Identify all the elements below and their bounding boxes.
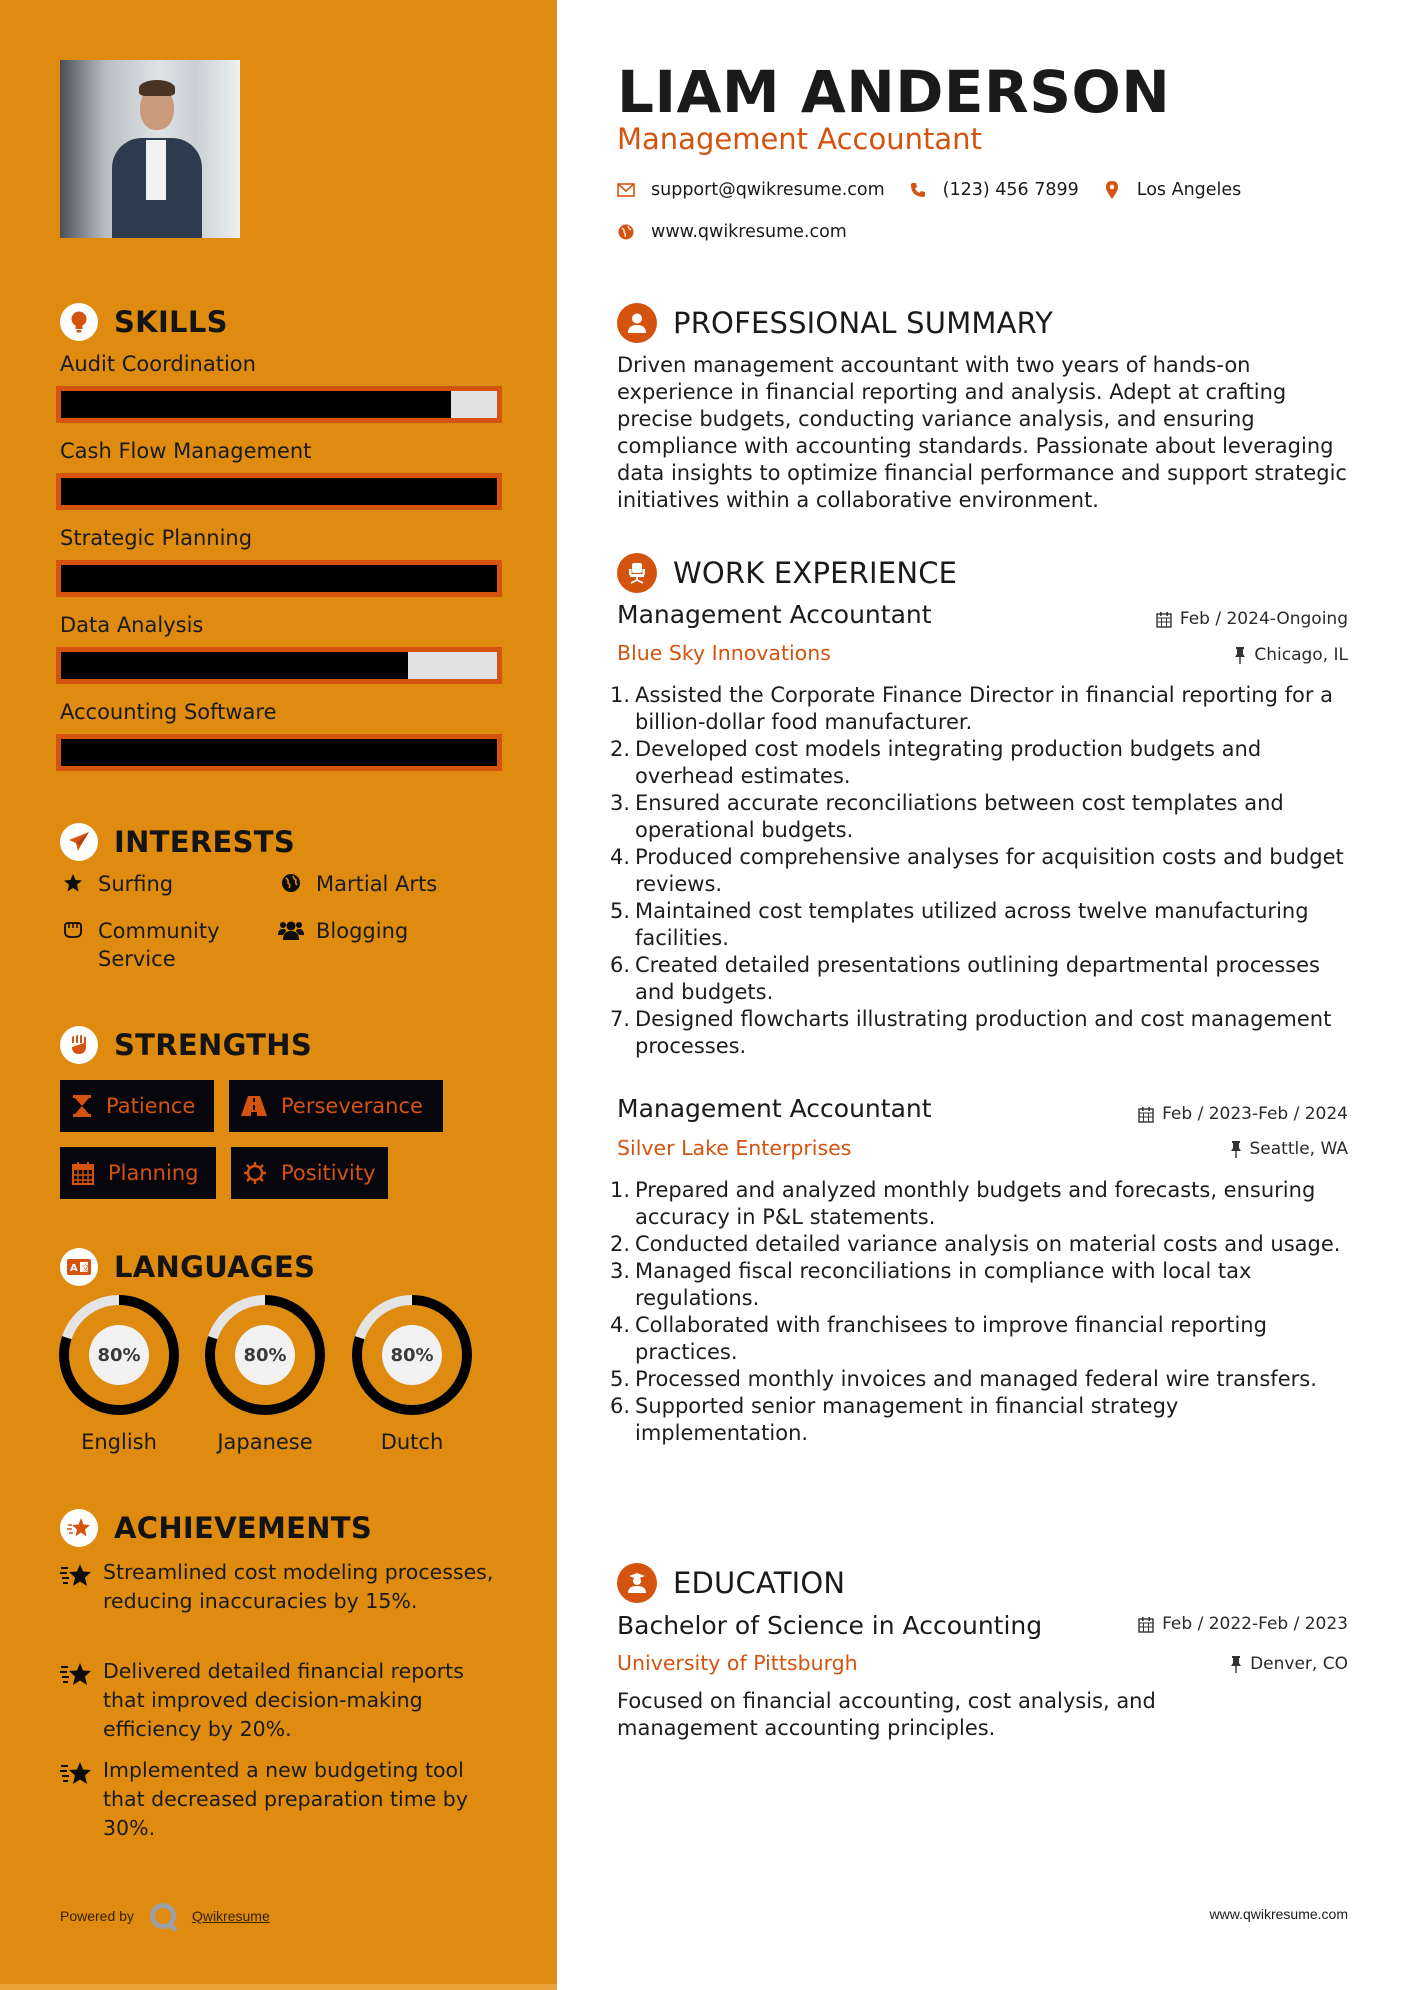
bullet-item: 6. Created detailed presentations outlining departmental processes and budgets. [610, 953, 1320, 1004]
achievement-item: Delivered detailed financial reports that improved decision-making efficiency by 20%. [60, 1657, 500, 1744]
skill-bar-fill [61, 739, 497, 766]
star-badge-icon [60, 1509, 98, 1547]
skill-bar [56, 473, 502, 510]
strength-badge: Planning [60, 1147, 216, 1199]
fist-icon [60, 917, 86, 940]
bullet-item: 6. Supported senior management in financial strategy implementation. [610, 1394, 1179, 1445]
pushpin-icon [1230, 1656, 1242, 1673]
candidate-name: LIAM ANDERSON [617, 58, 1171, 126]
globe-icon [278, 870, 304, 893]
office-chair-icon [617, 553, 657, 593]
calendar-icon [1156, 611, 1172, 628]
star-badge-icon [60, 1558, 92, 1593]
summary-text: Driven management accountant with two years of hands-on experience in financial reporting and analysis. Adept at crafting precise budgets, conducting variance analysis, and ensuring compliance with accounting standards. Passionate about leveraging data insights to optimize financial performance and support strategic initiatives within a collaborative environment. [617, 353, 1347, 512]
skill-bar-fill [61, 652, 408, 679]
language-name: Dutch [380, 1430, 444, 1454]
company-name: Silver Lake Enterprises [617, 1136, 852, 1160]
languages-heading: A 文 LANGUAGES [60, 1247, 315, 1287]
language-name: Japanese [217, 1430, 313, 1454]
qwikresume-logo-icon [150, 1903, 176, 1929]
paper-plane-icon [60, 823, 98, 861]
experience-heading: WORK EXPERIENCE [617, 552, 957, 594]
star-badge-icon [60, 1756, 92, 1791]
job-title: Management Accountant [617, 1094, 932, 1123]
skill-bar [56, 647, 502, 684]
pushpin-icon [1230, 1141, 1242, 1158]
skill-bar-fill [61, 478, 497, 505]
footer-url[interactable]: www.qwikresume.com [1209, 1906, 1348, 1922]
bullet-item: 1. Assisted the Corporate Finance Director in financial reporting for a billion-dollar food manufacturer. [610, 683, 1334, 734]
skill-bar-fill [61, 391, 451, 418]
achievements-heading: ACHIEVEMENTS [60, 1508, 372, 1548]
summary-heading: PROFESSIONAL SUMMARY [617, 302, 1053, 344]
users-icon [278, 917, 304, 942]
envelope-icon [617, 183, 635, 197]
achievement-item: Implemented a new budgeting tool that decreased preparation time by 30%. [60, 1756, 500, 1843]
map-pin-icon [1103, 181, 1121, 199]
contact-row [617, 222, 871, 242]
calendar-icon [1138, 1616, 1154, 1633]
achievement-item: Streamlined cost modeling processes, reducing inaccuracies by 15%. [60, 1558, 500, 1616]
degree-title: Bachelor of Science in Accounting [617, 1611, 1043, 1640]
education-location: Denver, CO [1230, 1654, 1348, 1674]
language-name: English [81, 1430, 157, 1454]
bullet-item: 2. Conducted detailed variance analysis on material costs and usage. [610, 1232, 1341, 1256]
user-icon [617, 303, 657, 343]
skill-label: Strategic Planning [60, 526, 253, 550]
language-english [57, 1293, 181, 1417]
bullet-item: 5. Maintained cost templates utilized across twelve manufacturing facilities. [610, 899, 1309, 950]
interest-label: Community Service [98, 919, 220, 971]
bullet-item: 1. Prepared and analyzed monthly budgets and forecasts, ensuring accuracy in P&L statements. [610, 1178, 1316, 1229]
language-japanese [203, 1293, 327, 1417]
language-icon [60, 1248, 98, 1286]
job-bullets [610, 1177, 1350, 1447]
progress-ring: 80% [203, 1293, 327, 1417]
language-dutch [350, 1293, 474, 1417]
education-heading: EDUCATION [617, 1562, 845, 1604]
candidate-role: Management Accountant [617, 122, 982, 156]
lightbulb-icon [60, 303, 98, 341]
bullet-item: 4. Produced comprehensive analyses for acquisition costs and budget reviews. [610, 845, 1344, 896]
interest-item: Surfing [60, 870, 173, 898]
progress-ring: 80% [350, 1293, 474, 1417]
skill-bar [56, 560, 502, 597]
sun-icon [243, 1161, 267, 1185]
svg-text:文: 文 [81, 1264, 91, 1274]
bullet-item: 3. Ensured accurate reconciliations between cost templates and operational budgets. [610, 791, 1284, 842]
interest-item [60, 917, 220, 973]
skill-bar-fill [61, 565, 497, 592]
graduate-icon [617, 1563, 657, 1603]
phone-icon [909, 182, 927, 198]
education-description: Focused on financial accounting, cost analysis, and management accounting principles. [617, 1689, 1156, 1740]
svg-text:A: A [70, 1263, 78, 1274]
profile-photo [60, 60, 240, 238]
interest-item: Martial Arts [278, 870, 437, 898]
raised-fist-icon [60, 1026, 98, 1064]
bullet-item: 3. Managed fiscal reconciliations in compliance with local tax regulations. [610, 1259, 1252, 1310]
skill-label: Audit Coordination [60, 352, 256, 376]
progress-ring: 80% [57, 1293, 181, 1417]
contact-row [617, 180, 1265, 200]
bullet-item: 2. Developed cost models integrating production budgets and overhead estimates. [610, 737, 1262, 788]
job-title: Management Accountant [617, 600, 932, 629]
bottom-strip [0, 1984, 557, 1990]
skill-label: Accounting Software [60, 700, 277, 724]
strength-badge: Positivity [231, 1147, 388, 1199]
strength-badge: Perseverance [229, 1080, 443, 1132]
strength-badge: Patience [60, 1080, 214, 1132]
bullet-item: 5. Processed monthly invoices and managed federal wire transfers. [610, 1367, 1317, 1391]
globe-icon [617, 224, 635, 240]
strengths-heading: STRENGTHS [60, 1025, 312, 1065]
road-icon [241, 1096, 267, 1116]
job-bullets [610, 682, 1350, 1060]
calendar-icon [72, 1161, 94, 1185]
email-item: support@qwikresume.com [617, 180, 885, 200]
job-location: Chicago, IL [1234, 645, 1348, 665]
education-dates: Feb / 2022-Feb / 2023 [1138, 1614, 1348, 1634]
star-icon [60, 870, 86, 893]
skill-label: Cash Flow Management [60, 439, 312, 463]
hourglass-icon [72, 1094, 92, 1118]
skill-bar [56, 734, 502, 771]
skill-label: Data Analysis [60, 613, 204, 637]
company-name: Blue Sky Innovations [617, 641, 831, 665]
calendar-icon [1138, 1106, 1154, 1123]
star-badge-icon [60, 1657, 92, 1692]
bullet-item: 7. Designed flowcharts illustrating production and cost management processes. [610, 1007, 1332, 1058]
qwikresume-link[interactable]: Qwikresume [191, 1908, 270, 1924]
sidebar [0, 0, 557, 1990]
job-dates: Feb / 2023-Feb / 2024 [1138, 1104, 1348, 1124]
interest-item: Blogging [278, 917, 408, 945]
skills-heading: SKILLS [60, 302, 228, 342]
skill-bar [56, 386, 502, 423]
interests-heading: INTERESTS [60, 822, 295, 862]
phone-item: (123) 456 7899 [909, 180, 1079, 200]
job-location: Seattle, WA [1230, 1139, 1349, 1159]
website-item: www.qwikresume.com [617, 222, 847, 242]
school-name: University of Pittsburgh [617, 1651, 858, 1675]
pushpin-icon [1234, 647, 1246, 664]
job-dates: Feb / 2024-Ongoing [1156, 609, 1348, 629]
bullet-item: 4. Collaborated with franchisees to improve financial reporting practices. [610, 1313, 1267, 1364]
location-item: Los Angeles [1103, 180, 1242, 200]
powered-by: Powered by Qwikresume [60, 1903, 270, 1929]
